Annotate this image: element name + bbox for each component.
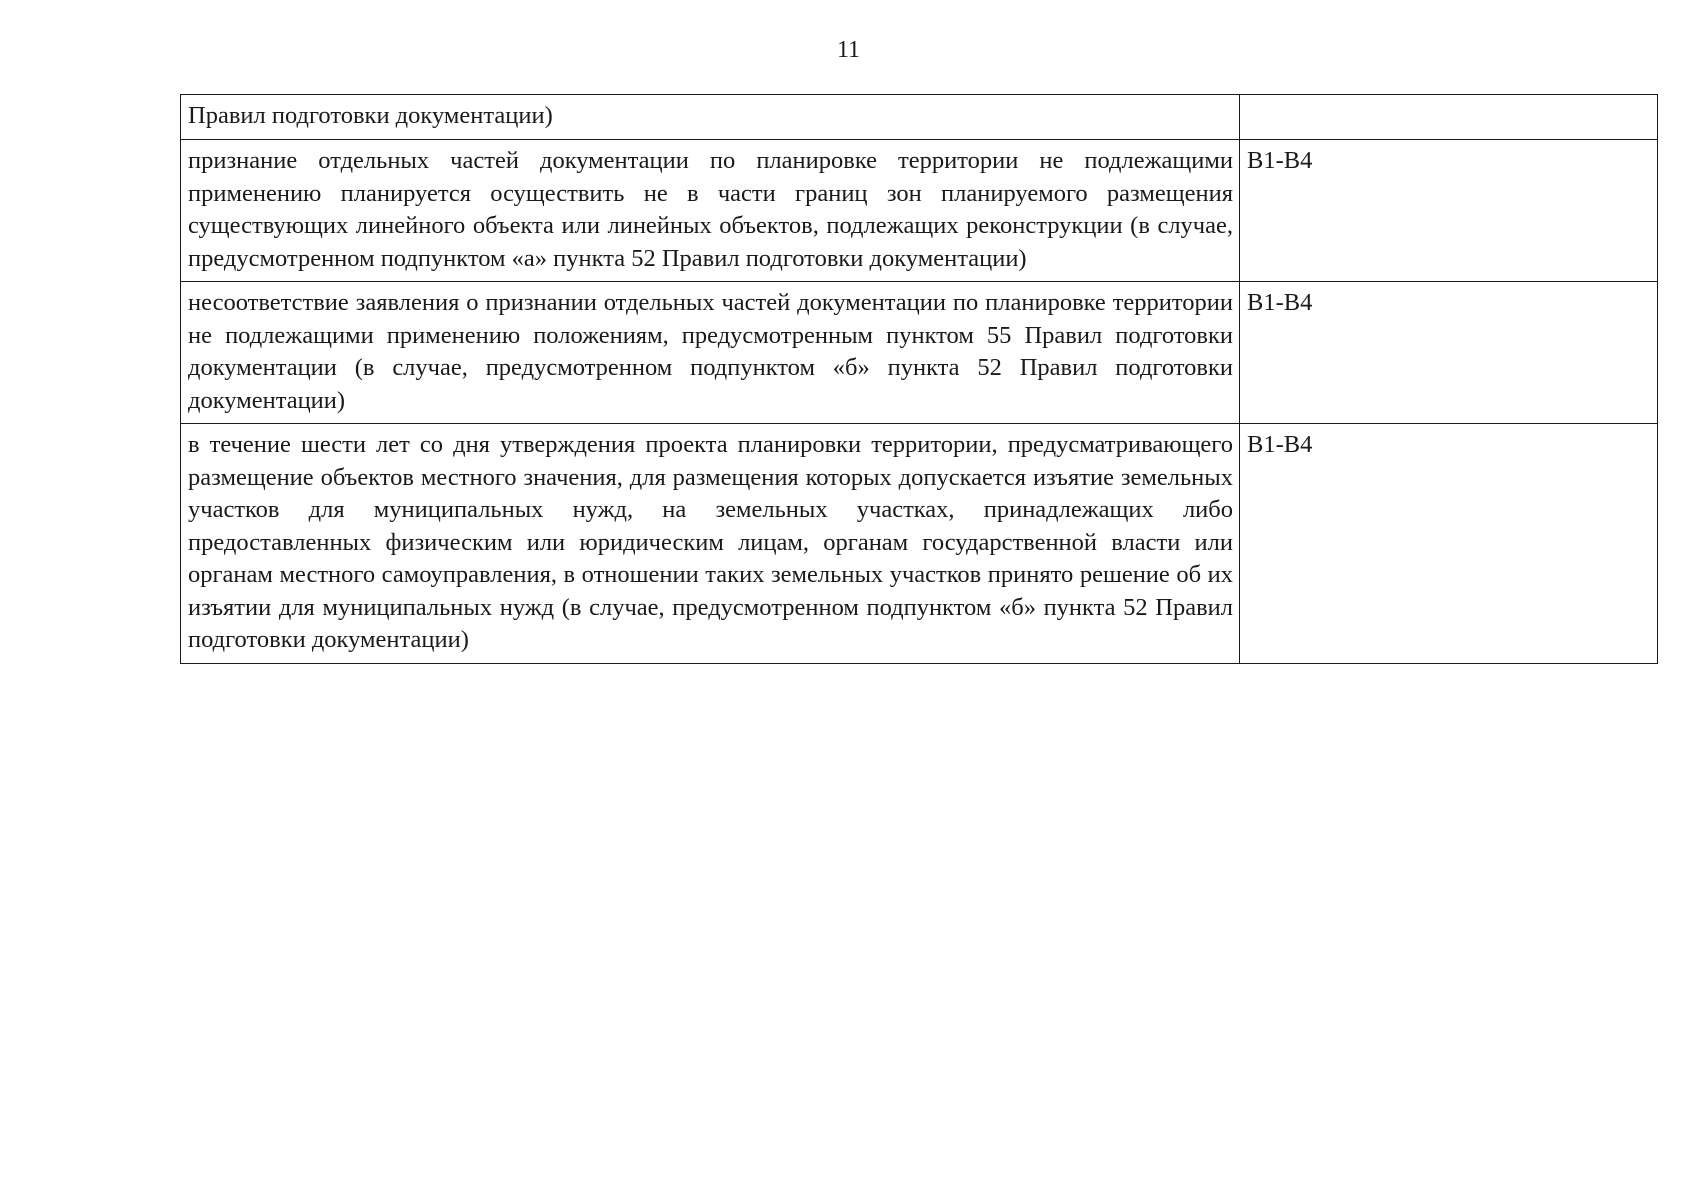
table-row	[181, 140, 1658, 282]
table-cell-description: Правил подготовки документации)	[181, 95, 1240, 140]
table-cell-code: В1-В4	[1240, 140, 1658, 282]
table-cell-description: несоответствие заявления о признании отдельных частей документации по планировке территории не подлежащими применению положениям, предусмотренным пунктом 55 Правил подготовки документации (в случае, предусмотренном подпунктом «б» пункта 52 Правил подготовки документации)	[181, 282, 1240, 424]
table-cell-code	[1240, 95, 1658, 140]
table-cell-description: в течение шести лет со дня утверждения проекта планировки территории, предусматривающего размещение объектов местного значения, для размещения которых допускается изъятие земельных участков для муниципальных нужд, на земельных участках, принадлежащих либо предоставленных физическим или юридическим лицам, органам государственной власти или органам местного самоуправления, в отношении таких земельных участков принято решение об их изъятии для муниципальных нужд (в случае, предусмотренном подпунктом «б» пункта 52 Правил подготовки документации)	[181, 424, 1240, 664]
table-cell-code: В1-В4	[1240, 424, 1658, 664]
table-row	[181, 424, 1658, 664]
table-cell-code: В1-В4	[1240, 282, 1658, 424]
table-row	[181, 282, 1658, 424]
table-cell-description: признание отдельных частей документации по планировке территории не подлежащими применению планируется осуществить не в части границ зон планируемого размещения существующих линейного объекта или линейных объектов, подлежащих реконструкции (в случае, предусмотренном подпунктом «а» пункта 52 Правил подготовки документации)	[181, 140, 1240, 282]
page-number: 11	[836, 37, 861, 63]
conditions-table	[180, 94, 1658, 664]
table-row	[181, 95, 1658, 140]
